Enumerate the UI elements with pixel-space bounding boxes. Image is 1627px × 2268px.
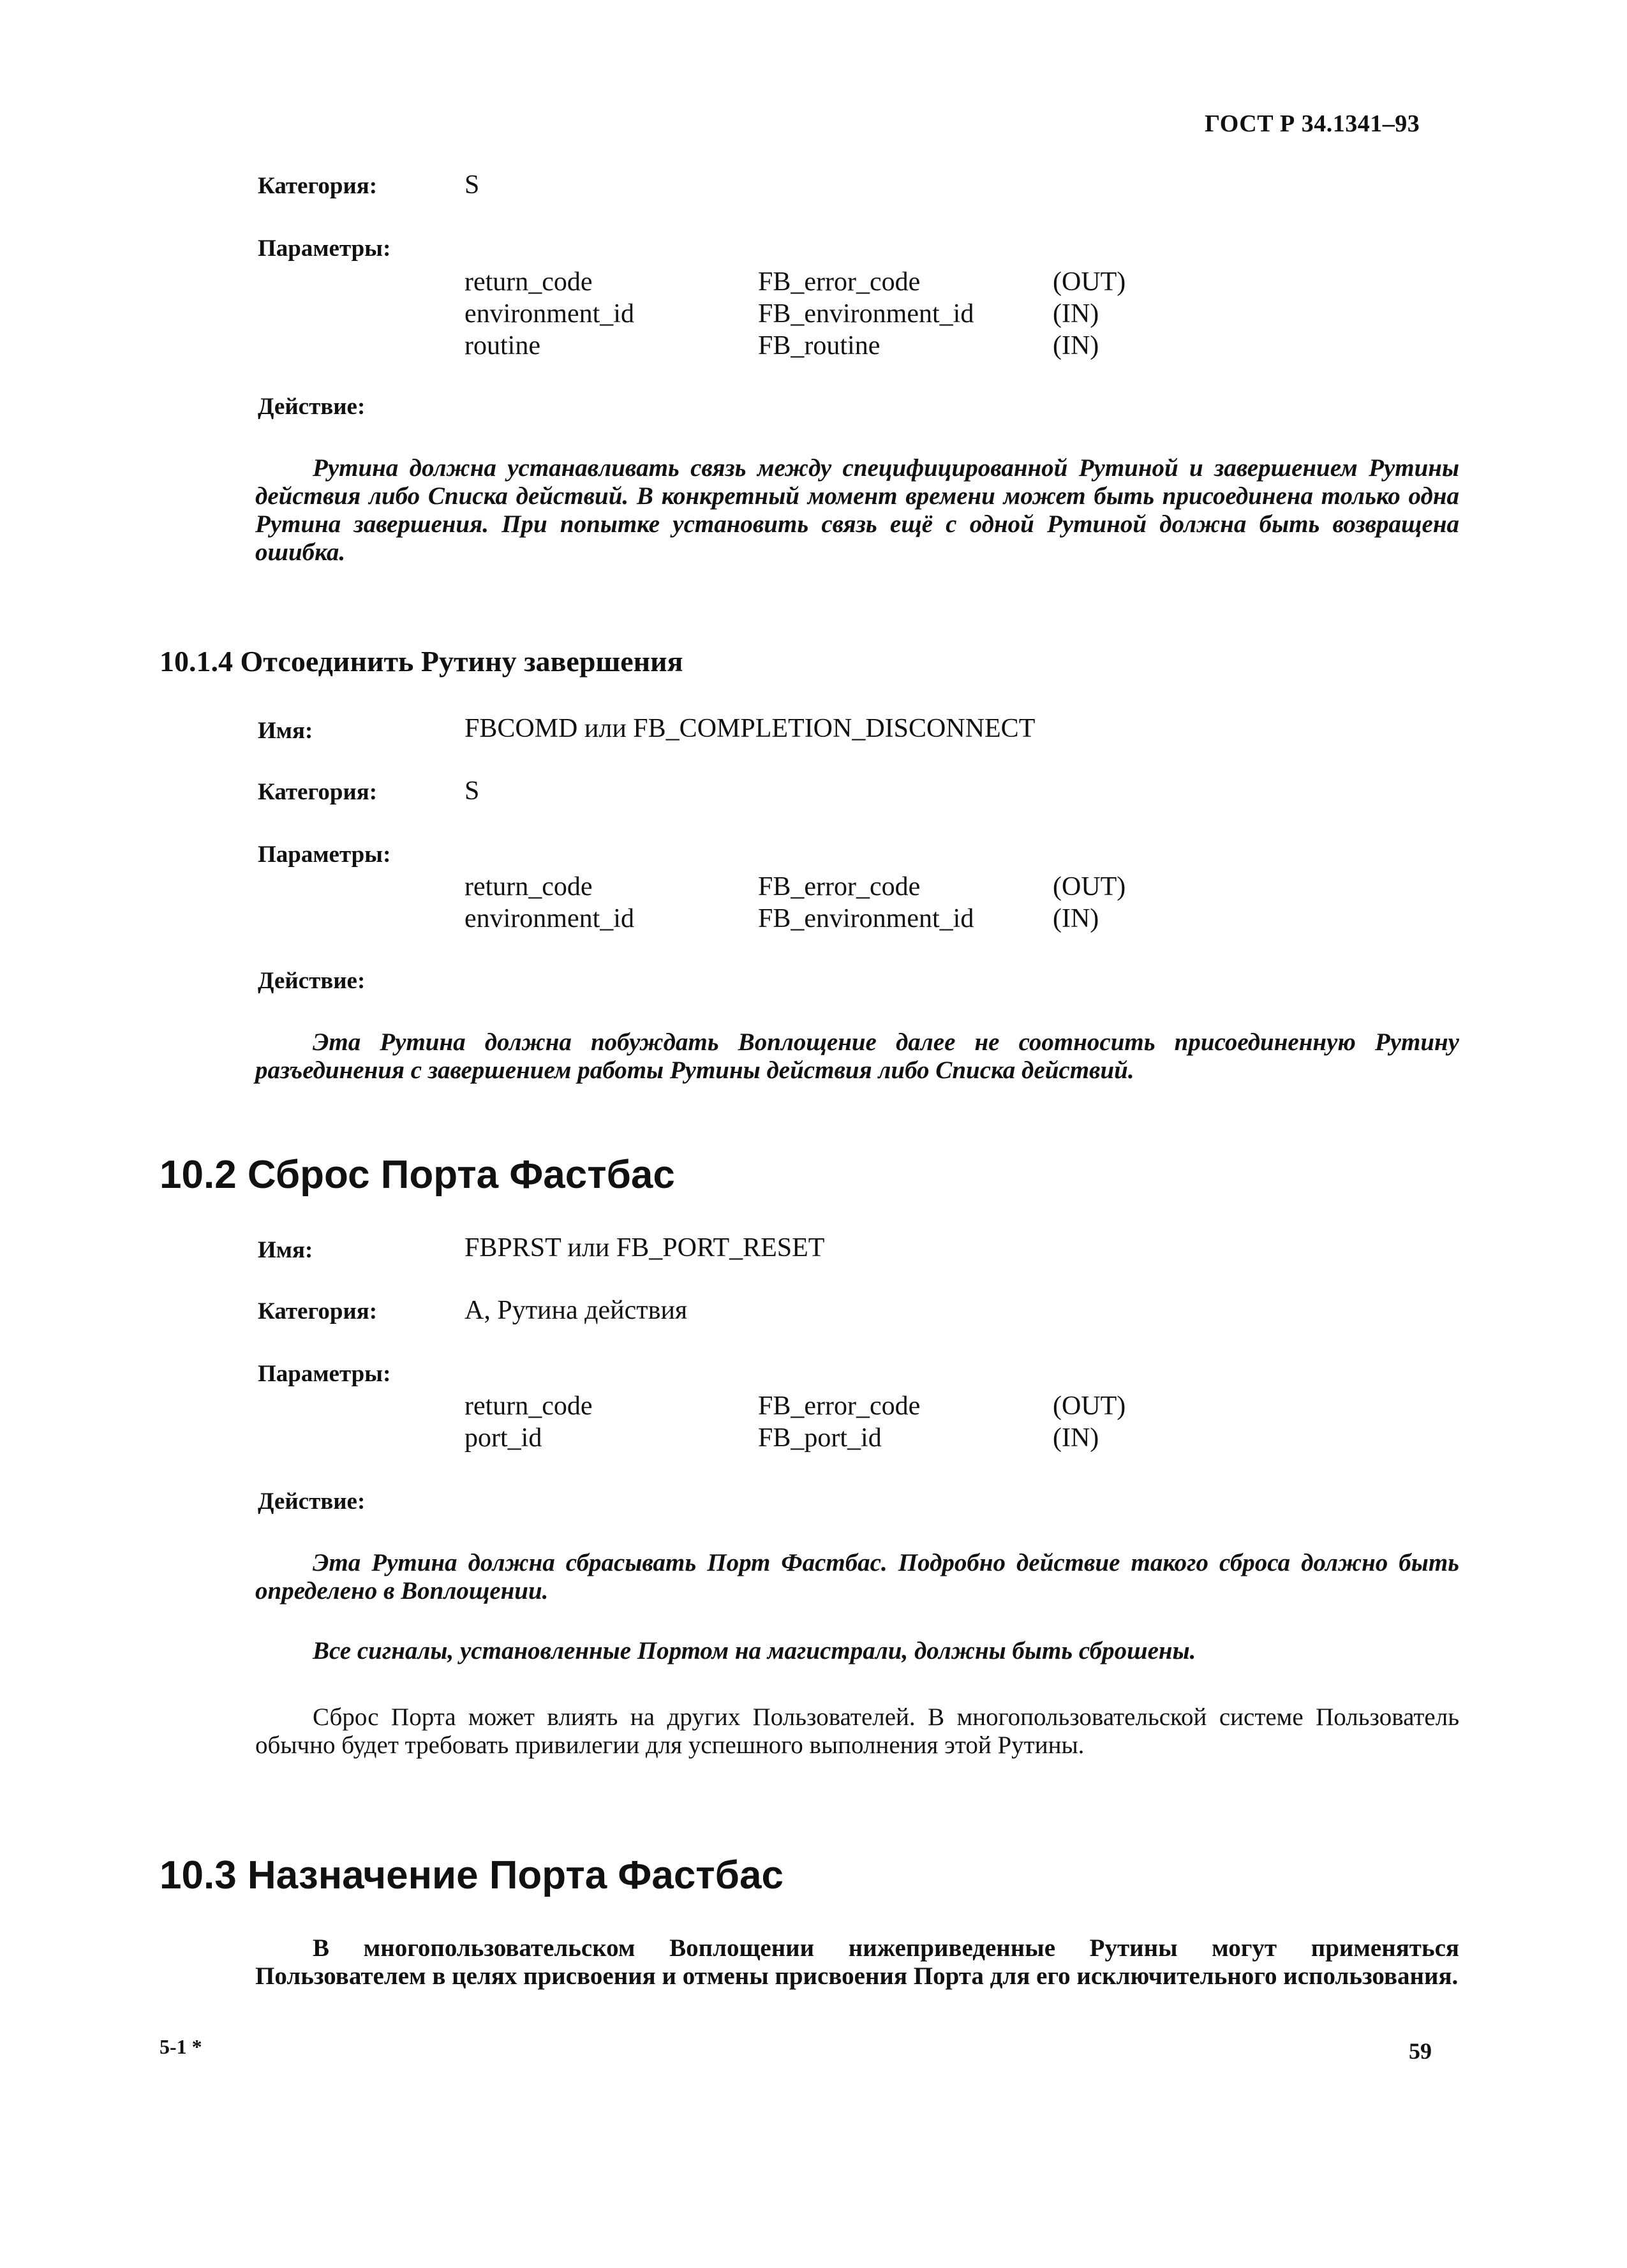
note-paragraph (255, 1703, 1459, 1760)
note-text: Сброс Порта может влиять на других Пользователей. В многопользовательской системе Пользователь обычно будет требовать привилегии для успешного выполнения этой Рутины. (255, 1703, 1459, 1759)
param-type: FB_port_id (758, 1423, 882, 1453)
action-description-text: Рутина должна устанавливать связь между специфицированной Рутиной и завершением Рутины действия либо Списка действий. В конкретный момент времени может быть присоединена только одна Рутина завершения. При попытке установить связь ещё с одной Рутиной должна быть возвращена ошибка. (255, 454, 1459, 566)
param-name: return_code (464, 1391, 593, 1421)
page-number: 59 (1409, 2038, 1432, 2064)
routine-name-value: FBCOMD или FB_COMPLETION_DISCONNECT (464, 714, 1036, 743)
routine-name-value: FBPRST или FB_PORT_RESET (464, 1233, 825, 1263)
intro-paragraph (255, 1934, 1459, 1990)
name-label: Имя: (258, 1237, 313, 1263)
action-label: Действие: (258, 968, 366, 994)
action-description (255, 1028, 1459, 1085)
action-description-text: Все сигналы, установленные Портом на магистрали, должны быть сброшены. (313, 1637, 1196, 1664)
param-direction: (OUT) (1053, 267, 1126, 297)
param-direction: (OUT) (1053, 1391, 1126, 1421)
section-heading-10-3: 10.3 Назначение Порта Фастбас (160, 1853, 784, 1897)
param-name: environment_id (464, 299, 634, 329)
document-standard-header: ГОСТ Р 34.1341–93 (1205, 110, 1420, 137)
param-type: FB_routine (758, 331, 880, 360)
param-direction: (OUT) (1053, 872, 1126, 901)
param-type: FB_error_code (758, 1391, 921, 1421)
action-description (255, 454, 1459, 567)
footer-mark: 5-1 * (160, 2035, 202, 2058)
param-direction: (IN) (1053, 904, 1099, 933)
param-type: FB_environment_id (758, 299, 974, 329)
category-value: S (464, 170, 480, 200)
name-label: Имя: (258, 718, 313, 744)
param-type: FB_error_code (758, 267, 921, 297)
category-value: A, Рутина действия (464, 1296, 688, 1325)
param-name: return_code (464, 872, 593, 901)
param-type: FB_error_code (758, 872, 921, 901)
params-label: Параметры: (258, 841, 391, 868)
category-label: Категория: (258, 779, 378, 805)
action-description (255, 1549, 1459, 1605)
action-label: Действие: (258, 394, 366, 420)
action-description-text: Эта Рутина должна побуждать Воплощение далее не соотносить присоединенную Рутину разъединения с завершением работы Рутины действия либо Списка действий. (255, 1028, 1459, 1084)
category-value: S (464, 776, 480, 806)
params-label: Параметры: (258, 235, 391, 262)
param-direction: (IN) (1053, 331, 1099, 360)
section-heading-10-2: 10.2 Сброс Порта Фастбас (160, 1153, 675, 1197)
section-heading-10-1-4: 10.1.4 Отсоединить Рутину завершения (160, 645, 683, 678)
param-direction: (IN) (1053, 1423, 1099, 1453)
param-direction: (IN) (1053, 299, 1099, 329)
param-name: routine (464, 331, 540, 360)
params-label: Параметры: (258, 1361, 391, 1387)
param-name: environment_id (464, 904, 634, 933)
action-description-text: Эта Рутина должна сбрасывать Порт Фастбас. Подробно действие такого сброса должно быть определено в Воплощении. (255, 1549, 1459, 1605)
param-type: FB_environment_id (758, 904, 974, 933)
param-name: port_id (464, 1423, 542, 1453)
action-description-signals (255, 1637, 1459, 1665)
category-label: Категория: (258, 1298, 378, 1324)
category-label: Категория: (258, 173, 378, 199)
param-name: return_code (464, 267, 593, 297)
intro-text: В многопользовательском Воплощении нижеприведенные Рутины могут применяться Пользователем в целях присвоения и отмены присвоения Порта для его исключительного использования. (255, 1934, 1459, 1990)
action-label: Действие: (258, 1488, 366, 1515)
